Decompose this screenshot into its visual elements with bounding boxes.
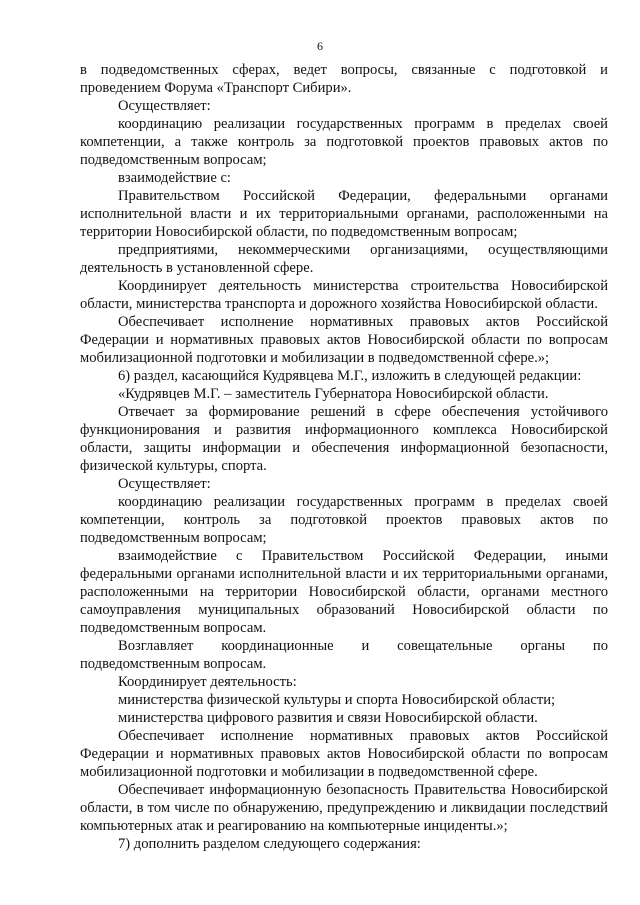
page-number: 6 bbox=[317, 39, 323, 53]
paragraph-pravitelstvo: Правительством Российской Федерации, федеральными органами исполнительной власти и их территориальными органами, расположенными на территории Новосибирской области, по подведомственным вопросам; bbox=[80, 188, 608, 240]
paragraph-otvechaet: Отвечает за формирование решений в сфере обеспечения устойчивого функционирования и развития информационного комплекса Новосибирской области, защиты информации и обеспечения информационной безопасности, физической культуры, спорта. bbox=[80, 404, 608, 474]
paragraph-vozglavlyaet: Возглавляет координационные и совещательные органы по подведомственным вопросам. bbox=[80, 638, 608, 672]
paragraph-continuation: в подведомственных сферах, ведет вопросы, связанные с подготовкой и проведением Форума «Транспорт Сибири». bbox=[80, 62, 608, 96]
paragraph-item-7: 7) дополнить разделом следующего содержания: bbox=[118, 836, 421, 852]
paragraph-infobezopasnost: Обеспечивает информационную безопасность Правительства Новосибирской области, в том числе по обнаружению, предупреждению и ликвидации последствий компьютерных атак и реагированию на компьютерные инциденты.»; bbox=[80, 782, 608, 834]
paragraph-koordiniruet-2: Координирует деятельность: bbox=[118, 674, 297, 690]
paragraph-koordinatsiya: координацию реализации государственных программ в пределах своей компетенции, а также контроль за подготовкой проектов правовых актов по подведомственным вопросам; bbox=[80, 116, 608, 168]
paragraph-koordiniruet: Координирует деятельность министерства строительства Новосибирской области, министерства транспорта и дорожного хозяйства Новосибирской области. bbox=[80, 278, 608, 312]
paragraph-osushchestvlyaet: Осуществляет: bbox=[118, 98, 211, 114]
paragraph-item-6: 6) раздел, касающийся Кудрявцева М.Г., изложить в следующей редакции: bbox=[118, 368, 582, 384]
paragraph-predpriyatiya: предприятиями, некоммерческими организациями, осуществляющими деятельность в установленной сфере. bbox=[80, 242, 608, 276]
paragraph-ministerstvo-sporta: министерства физической культуры и спорта Новосибирской области; bbox=[118, 692, 556, 708]
document-body bbox=[80, 61, 608, 853]
paragraph-osushchestvlyaet-2: Осуществляет: bbox=[118, 476, 211, 492]
paragraph-koordinatsiya-2: координацию реализации государственных программ в пределах своей компетенции, контроль за подготовкой проектов правовых актов по подведомственным вопросам; bbox=[80, 494, 608, 546]
paragraph-obespechivaet-2: Обеспечивает исполнение нормативных правовых актов Российской Федерации и нормативных правовых актов Новосибирской области по вопросам мобилизационной подготовки и мобилизации в подведомственной сфере. bbox=[80, 728, 608, 780]
paragraph-vzaimodeistvie: взаимодействие с: bbox=[118, 170, 231, 186]
paragraph-ministerstvo-tsifrovogo: министерства цифрового развития и связи Новосибирской области. bbox=[118, 710, 538, 726]
paragraph-kudryavtsev: «Кудрявцев М.Г. – заместитель Губернатора Новосибирской области. bbox=[118, 386, 549, 402]
paragraph-vzaimodeistvie-2: взаимодействие с Правительством Российской Федерации, иными федеральными органами исполнительной власти и их территориальными органами, расположенными на территории Новосибирской области, органами местного самоуправления муниципальных образований Новосибирской области по подведомственным вопросам. bbox=[80, 548, 608, 636]
paragraph-obespechivaet: Обеспечивает исполнение нормативных правовых актов Российской Федерации и нормативных правовых актов Новосибирской области по вопросам мобилизационной подготовки и мобилизации в подведомственной сфере.»; bbox=[80, 314, 608, 366]
